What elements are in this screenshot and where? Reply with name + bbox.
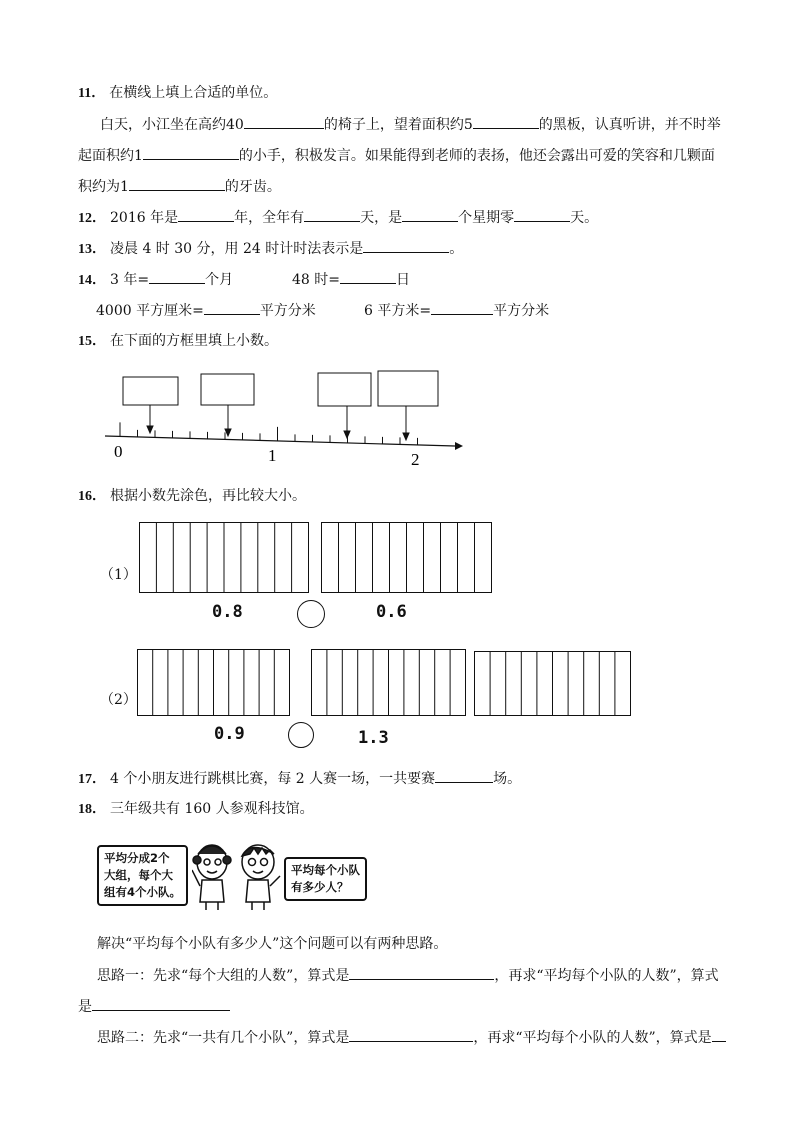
bubble-line: 平均分成2个 <box>104 851 170 865</box>
q12 <box>78 207 598 229</box>
q18-method-1 <box>97 965 719 986</box>
q14-text: 6 平方米= <box>364 303 432 319</box>
q16-stem-text: 根据小数先涂色，再比较大小。 <box>110 488 306 504</box>
q12-blank-3[interactable] <box>402 207 458 222</box>
q14-text: 日 <box>396 272 410 288</box>
q18-method-2 <box>97 1027 726 1048</box>
q14-number: 14． <box>78 273 106 288</box>
compare-circle-1[interactable] <box>297 600 325 628</box>
q18-text: 是 <box>78 999 92 1015</box>
q18-intro: 解决“平均每个小队有多少人”这个问题可以有两种思路。 <box>97 936 448 952</box>
q17-blank[interactable] <box>435 768 493 783</box>
bubble-line: 平均每个小队 <box>291 863 360 877</box>
q12-text: 个星期零 <box>458 210 515 226</box>
q11-line-2 <box>78 145 715 166</box>
grid-1-3-a[interactable] <box>311 649 466 716</box>
q11-text: 白天，小江坐在高约40 <box>100 117 244 133</box>
q12-text: 年，全年有 <box>234 210 305 226</box>
q18-text: 思路一：先求“每个大组的人数”，算式是 <box>97 968 350 984</box>
q11-text: 的椅子上，望着面积约5 <box>323 117 473 133</box>
bubble-line: 大组，每个大 <box>104 868 173 882</box>
compare-circle-2[interactable] <box>288 722 314 748</box>
q11-blank-3[interactable] <box>143 145 239 160</box>
axis-label-1: 1 <box>268 446 277 465</box>
q16-part-2-label: （2） <box>100 692 137 708</box>
q15-stem <box>78 331 278 352</box>
q11-stem-text: 在横线上填上合适的单位。 <box>109 85 278 101</box>
q14-blank-4[interactable] <box>431 300 493 315</box>
q17-text: 场。 <box>493 771 522 787</box>
axis-ticks <box>120 422 418 445</box>
q14-blank-1[interactable] <box>149 269 205 284</box>
q11-text: 积约为1 <box>78 179 129 195</box>
q18-blank-1[interactable] <box>349 965 494 980</box>
q17-text: 4 个小朋友进行跳棋比赛，每 2 人赛一场，一共要赛 <box>110 771 436 787</box>
number-line-figure <box>100 365 470 470</box>
q18-text: ，再求“平均每个小队的人数”，算式 <box>494 968 719 984</box>
number-line-axis <box>105 436 455 446</box>
grid-0-8[interactable] <box>139 522 309 593</box>
answer-box-3[interactable] <box>318 373 371 406</box>
answer-box-2[interactable] <box>201 374 254 405</box>
q12-text: 2016 年是 <box>110 210 179 226</box>
q14-text: 3 年= <box>110 272 150 288</box>
q14-line-2b <box>364 300 549 321</box>
q11-text: 的牙齿。 <box>224 179 281 195</box>
children-illustration <box>192 840 282 912</box>
q15-stem-text: 在下面的方框里填上小数。 <box>110 333 278 349</box>
axis-label-2: 2 <box>411 450 420 469</box>
q18-blank-4[interactable] <box>712 1027 726 1042</box>
q11-blank-1[interactable] <box>244 114 324 129</box>
q12-number: 12． <box>78 211 106 226</box>
q12-blank-4[interactable] <box>514 207 570 222</box>
q12-text: 天。 <box>570 210 599 226</box>
q14-line-2 <box>96 300 316 321</box>
q18-text: ，再求“平均每个小队的人数”，算式是 <box>473 1030 712 1046</box>
q14-blank-3[interactable] <box>204 300 260 315</box>
answer-box-1[interactable] <box>123 377 178 405</box>
q13-text: 凌晨 4 时 30 分，用 24 时计时法表示是 <box>110 241 364 257</box>
q14-text: 平方分米 <box>493 303 550 319</box>
q15-number: 15． <box>78 334 106 349</box>
q12-blank-2[interactable] <box>304 207 360 222</box>
q18-blank-2[interactable] <box>92 996 230 1011</box>
q13 <box>78 238 463 260</box>
q17 <box>78 768 521 790</box>
q11-line-3 <box>78 176 281 197</box>
grid-1-3-b[interactable] <box>474 651 631 716</box>
bubble-line: 有多少人？ <box>291 880 349 894</box>
q14-text: 4000 平方厘米= <box>96 303 204 319</box>
decimal-1-3: 1.3 <box>358 728 389 748</box>
q14-line-1b <box>292 269 410 290</box>
q16-number: 16． <box>78 489 106 504</box>
bubble-line: 组有4个小队。 <box>104 885 182 899</box>
q14-text: 个月 <box>205 272 234 288</box>
q13-number: 13． <box>78 242 106 257</box>
q12-blank-1[interactable] <box>178 207 234 222</box>
q14-text: 48 时= <box>292 272 340 288</box>
q18-blank-3[interactable] <box>349 1027 473 1042</box>
decimal-0-6: 0.6 <box>376 602 407 622</box>
q18-text: 思路二：先求“一共有几个小队”，算式是 <box>97 1030 350 1046</box>
q11-blank-4[interactable] <box>129 176 225 191</box>
speech-bubble-right <box>284 857 367 901</box>
q17-number: 17． <box>78 772 106 787</box>
answer-box-4[interactable] <box>378 371 438 406</box>
q14-blank-2[interactable] <box>340 269 396 284</box>
q11-blank-2[interactable] <box>473 114 539 129</box>
q12-text: 天，是 <box>360 210 403 226</box>
q16-part-1-label: （1） <box>100 567 137 583</box>
q11-text: 的黑板，认真听讲，并不时举 <box>538 117 721 133</box>
q18-method-1-cont <box>78 996 230 1017</box>
q18-stem <box>78 799 314 820</box>
q18-number: 18． <box>78 802 106 817</box>
grid-0-9[interactable] <box>137 649 290 716</box>
speech-bubble-left <box>97 845 188 906</box>
grid-0-6[interactable] <box>321 522 492 593</box>
decimal-0-9: 0.9 <box>214 724 245 744</box>
q18-stem-text: 三年级共有 160 人参观科技馆。 <box>110 801 314 817</box>
q11-number: 11． <box>78 86 106 101</box>
axis-label-0: 0 <box>114 442 123 461</box>
q13-text: 。 <box>449 241 464 257</box>
q13-blank[interactable] <box>363 238 449 253</box>
decimal-0-8: 0.8 <box>212 602 243 622</box>
q11-text: 的小手，积极发言。如果能得到老师的表扬，他还会露出可爱的笑容和几颗面 <box>238 148 715 164</box>
q14-line-1 <box>78 269 233 291</box>
q14-text: 平方分米 <box>259 303 316 319</box>
q11-stem <box>78 83 277 104</box>
axis-arrowhead <box>455 442 463 450</box>
q16-stem <box>78 486 306 507</box>
q11-line-1 <box>100 114 721 135</box>
q11-text: 起面积约1 <box>78 148 143 164</box>
